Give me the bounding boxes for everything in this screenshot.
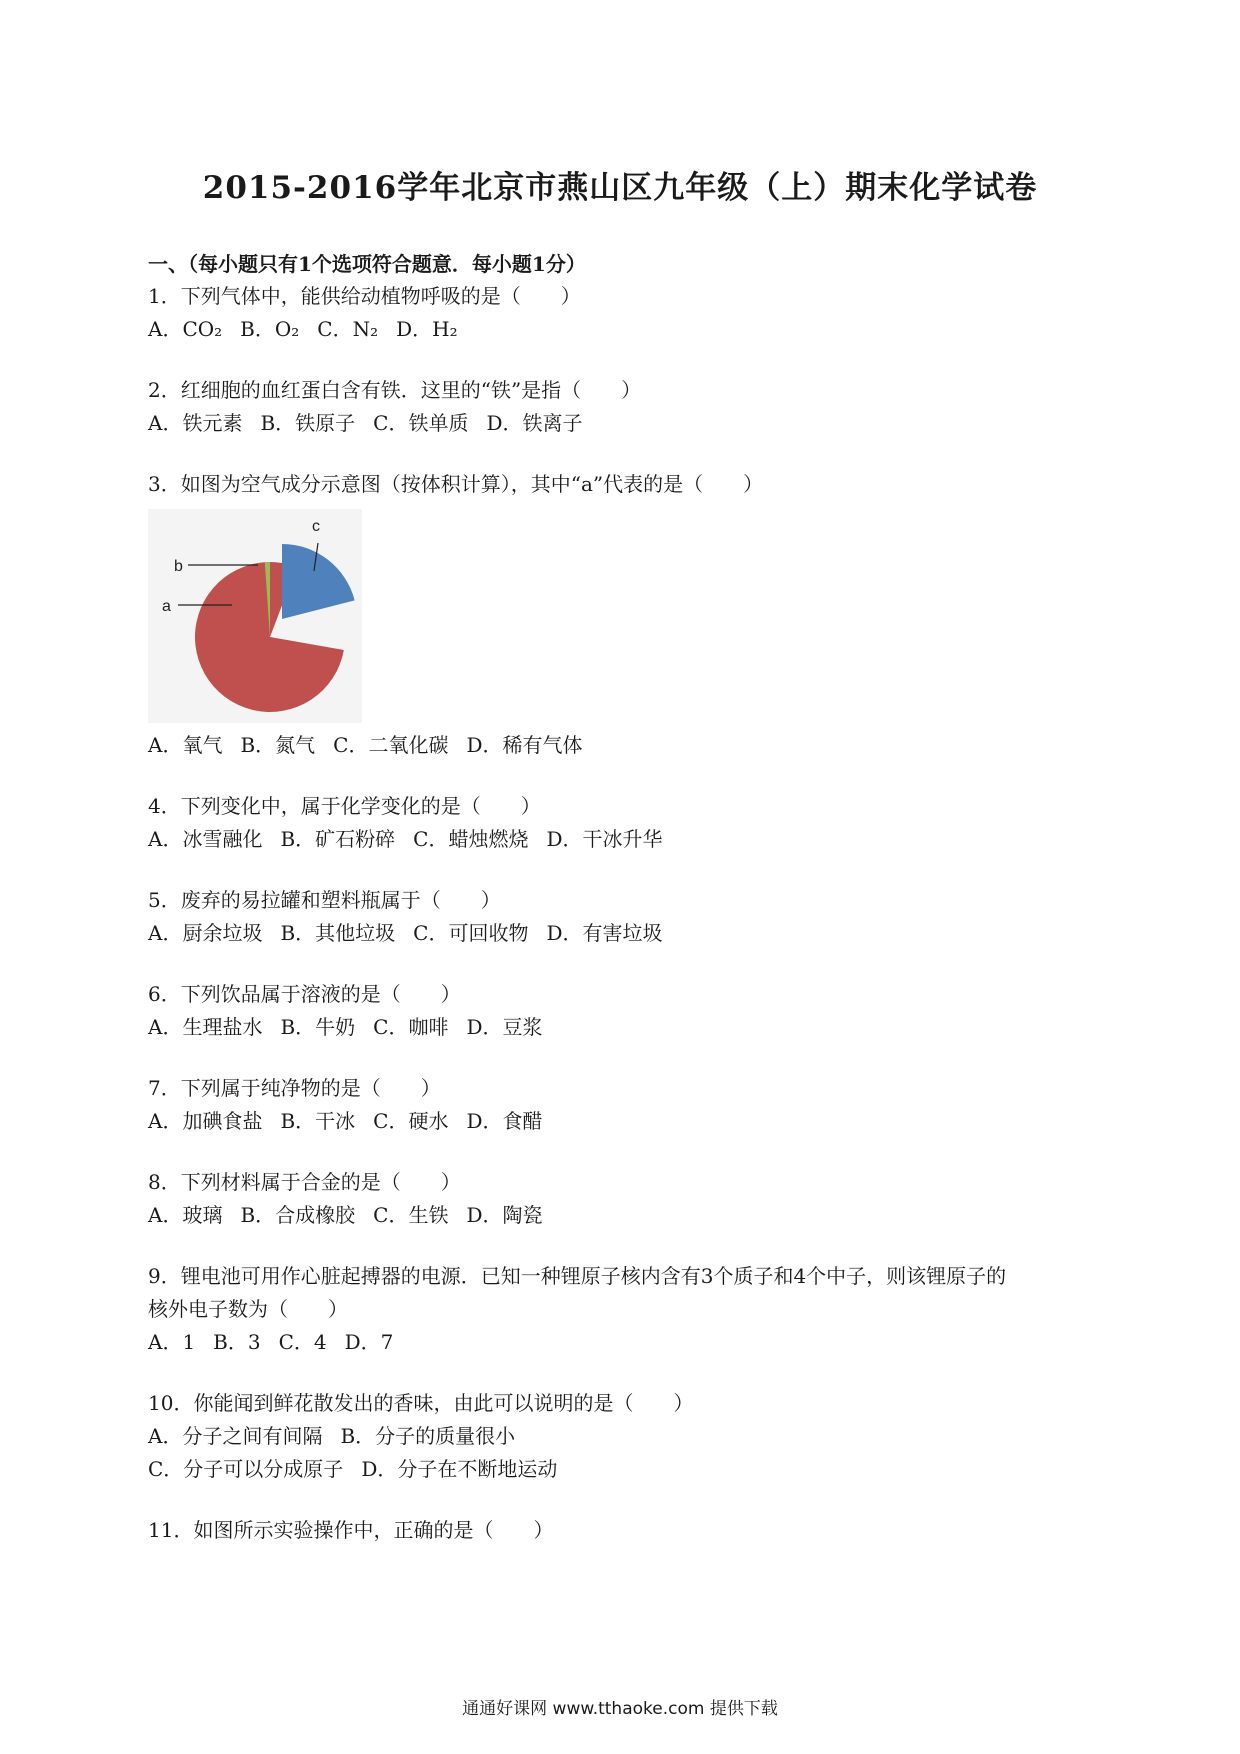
- answer-option: D．铁离子: [486, 411, 583, 435]
- question-3: [148, 468, 1108, 762]
- answer-option: D．稀有气体: [466, 733, 583, 757]
- pie-label-c: c: [312, 518, 320, 535]
- answer-option: C．可回收物: [413, 921, 529, 945]
- question-stem: 11．如图所示实验操作中，正确的是（ ）: [148, 1518, 554, 1542]
- answer-option: B．分子的质量很小: [340, 1424, 516, 1448]
- answer-option: D．干冰升华: [546, 827, 663, 851]
- answer-option: A．1: [148, 1330, 196, 1354]
- answer-option: D．H₂: [396, 317, 458, 341]
- answer-option: C．蜡烛燃烧: [413, 827, 529, 851]
- question-8: [148, 1166, 1108, 1232]
- options-row: [148, 917, 1108, 950]
- question-11: [148, 1514, 1108, 1547]
- answer-option: B．铁原子: [260, 411, 356, 435]
- answer-option: B．O₂: [240, 317, 300, 341]
- answer-option: B．氮气: [240, 733, 316, 757]
- options-row: [148, 1453, 1108, 1486]
- question-stem: 8．下列材料属于合金的是（ ）: [148, 1170, 461, 1194]
- answer-option: B．合成橡胶: [240, 1203, 356, 1227]
- answer-option: C．生铁: [373, 1203, 449, 1227]
- answer-option: B．干冰: [280, 1109, 356, 1133]
- answer-option: A．铁元素: [148, 411, 243, 435]
- answer-option: B．其他垃圾: [280, 921, 396, 945]
- options-row: [148, 1420, 1108, 1453]
- answer-option: B．牛奶: [280, 1015, 356, 1039]
- question-stem: 3．如图为空气成分示意图（按体积计算），其中“a”代表的是（ ）: [148, 472, 764, 496]
- options-row: [148, 407, 1108, 440]
- answer-option: A．加碘食盐: [148, 1109, 263, 1133]
- answer-option: D．有害垃圾: [546, 921, 663, 945]
- air-composition-figure: [148, 509, 362, 723]
- options-row: [148, 313, 1108, 346]
- answer-option: A．冰雪融化: [148, 827, 263, 851]
- question-6: [148, 978, 1108, 1044]
- question-9: [148, 1260, 1108, 1359]
- question-stem: 4．下列变化中，属于化学变化的是（ ）: [148, 794, 541, 818]
- question-stem: 6．下列饮品属于溶液的是（ ）: [148, 982, 461, 1006]
- answer-option: C．铁单质: [373, 411, 469, 435]
- answer-option: A．厨余垃圾: [148, 921, 263, 945]
- question-5: [148, 884, 1108, 950]
- question-stem: 核外电子数为（ ）: [148, 1297, 348, 1321]
- pie-label-b: b: [174, 558, 183, 575]
- question-stem: 9．锂电池可用作心脏起搏器的电源．已知一种锂原子核内含有3个质子和4个中子，则该锂原子的: [148, 1264, 1007, 1288]
- page-title: 2015-2016学年北京市燕山区九年级（上）期末化学试卷: [202, 170, 1038, 206]
- pie-chart: [148, 509, 362, 723]
- answer-option: B．3: [213, 1330, 261, 1354]
- answer-option: D．分子在不断地运动: [361, 1457, 558, 1481]
- answer-option: C．硬水: [373, 1109, 449, 1133]
- answer-option: C．分子可以分成原子: [148, 1457, 344, 1481]
- question-stem: 10．你能闻到鲜花散发出的香味，由此可以说明的是（ ）: [148, 1391, 694, 1415]
- answer-option: C．4: [278, 1330, 327, 1354]
- question-stem: 7．下列属于纯净物的是（ ）: [148, 1076, 441, 1100]
- question-7: [148, 1072, 1108, 1138]
- options-row: [148, 1011, 1108, 1044]
- answer-option: A．玻璃: [148, 1203, 223, 1227]
- answer-option: A．氧气: [148, 733, 223, 757]
- answer-option: D．食醋: [466, 1109, 543, 1133]
- question-stem: 1．下列气体中，能供给动植物呼吸的是（ ）: [148, 284, 581, 308]
- answer-option: A．CO₂: [148, 317, 223, 341]
- answer-option: B．矿石粉碎: [280, 827, 396, 851]
- options-row: [148, 823, 1108, 856]
- question-stem: 2．红细胞的血红蛋白含有铁．这里的“铁”是指（ ）: [148, 378, 642, 402]
- answer-option: C．咖啡: [373, 1015, 449, 1039]
- answer-option: C．N₂: [317, 317, 379, 341]
- answer-option: D．7: [344, 1330, 394, 1354]
- question-4: [148, 790, 1108, 856]
- options-row: [148, 1326, 1108, 1359]
- answer-option: D．豆浆: [466, 1015, 543, 1039]
- answer-option: A．生理盐水: [148, 1015, 263, 1039]
- footer-text: 通通好课网 www.tthaoke.com 提供下载: [462, 1699, 778, 1719]
- answer-option: C．二氧化碳: [333, 733, 449, 757]
- question-1: [148, 280, 1108, 346]
- question-2: [148, 374, 1108, 440]
- answer-option: D．陶瓷: [466, 1203, 543, 1227]
- options-row: [148, 729, 1108, 762]
- options-row: [148, 1105, 1108, 1138]
- question-list: [148, 248, 1108, 1547]
- pie-label-a: a: [162, 598, 171, 615]
- options-row: [148, 1199, 1108, 1232]
- question-stem: 5．废弃的易拉罐和塑料瓶属于（ ）: [148, 888, 501, 912]
- section-heading: 一、（每小题只有1个选项符合题意．每小题1分）: [148, 252, 586, 276]
- answer-option: A．分子之间有间隔: [148, 1424, 323, 1448]
- question-10: [148, 1387, 1108, 1486]
